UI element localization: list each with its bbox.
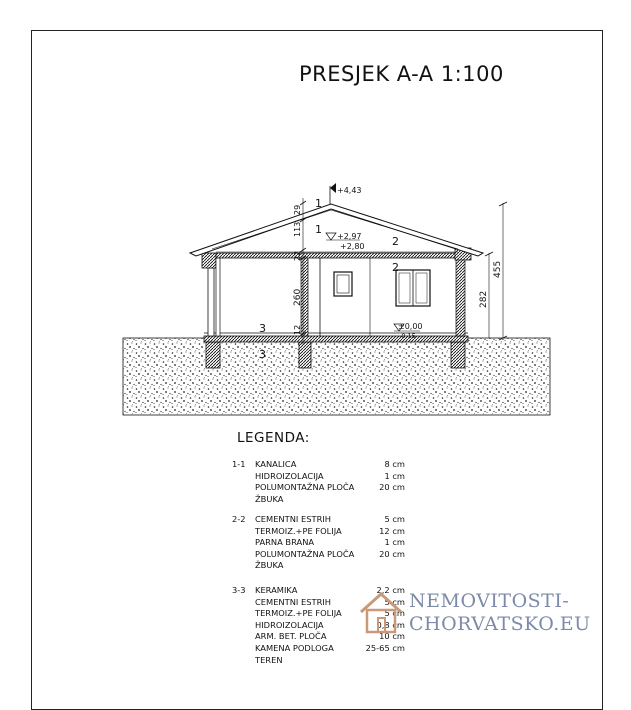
legend-item-name: KERAMIKA — [255, 585, 298, 595]
legend-item-value: 25-65 cm — [365, 642, 405, 653]
dim-slab: 22 — [293, 250, 302, 261]
legend-item-value: 1 cm — [384, 537, 405, 548]
ground-gravel — [123, 338, 550, 415]
left-eave-block — [202, 253, 216, 268]
legend-code: 2-2 — [232, 514, 246, 524]
legend-item-value: 2,2 cm — [376, 585, 405, 595]
watermark — [357, 588, 591, 636]
left-post — [208, 268, 214, 336]
legend-item-name: HIDROIZOLACIJA — [255, 470, 324, 481]
ceiling-slab — [216, 253, 465, 258]
watermark-line-2: CHORVATSKO.EU — [409, 613, 591, 635]
legend-item-value: 12 cm — [379, 525, 405, 536]
foundation-center — [299, 342, 311, 368]
dim-roof-a: 29 — [293, 204, 302, 215]
wall-left — [216, 258, 220, 336]
house-logo-icon — [357, 588, 407, 636]
elev-floor: ±0,00 — [398, 322, 423, 331]
elev-ceiling-top: +2,97 — [337, 232, 362, 241]
legend-item-name: ŽBUKA — [255, 493, 284, 504]
dim-wall-height: 260 — [293, 288, 303, 306]
section-mark-1a: 1 — [315, 197, 322, 210]
legend-item-value: 1 cm — [384, 470, 405, 481]
dim-roof-b: 113 — [293, 221, 302, 237]
dim-floor-thk: 12 — [293, 324, 302, 335]
legend-item-name: POLUMONTAŽNA PLOČA — [255, 482, 355, 493]
legend-item-value: 20 cm — [379, 482, 405, 493]
legend-code: 1-1 — [232, 459, 246, 469]
legend-item-name: CEMENTNI ESTRIH — [255, 596, 332, 607]
dim-eave-height: 282 — [479, 290, 489, 308]
legend-item-name: ARM. BET. PLOČA — [255, 631, 327, 642]
elev-ridge: +4,43 — [337, 186, 362, 195]
floor-slab — [204, 336, 468, 342]
legend-item-value: 5 cm — [384, 608, 405, 619]
foundation-left — [206, 342, 220, 368]
legend-item-value: 10 cm — [379, 631, 405, 642]
legend-item-name: CEMENTNI ESTRIH — [255, 514, 332, 524]
section-mark-3a: 3 — [259, 322, 266, 335]
legend-item-name: ŽBUKA — [255, 560, 284, 571]
elev-floor-below: -0,15 — [399, 332, 416, 340]
dim-total-height: 455 — [493, 260, 503, 278]
legend-item-name: TERMOIZ.+PE FOLIJA — [255, 525, 342, 536]
wall-right — [456, 258, 465, 336]
section-mark-2a: 2 — [392, 235, 399, 248]
legend-title: LEGENDA: — [237, 430, 310, 446]
elev-ceiling: +2,80 — [340, 242, 365, 251]
legend-item-name: TEREN — [255, 654, 283, 665]
legend-item-name: HIDROIZOLACIJA — [255, 619, 324, 630]
legend-item-value: 0,8 cm — [376, 619, 405, 630]
legend-item-name: TERMOIZ.+PE FOLIJA — [255, 608, 342, 619]
legend-item-value: 8 cm — [384, 459, 405, 469]
legend-item-name: KAMENA PODLOGA — [255, 642, 334, 653]
legend-item-name: KANALICA — [255, 459, 297, 469]
watermark-line-1: NEMOVITOSTI- — [409, 590, 570, 612]
legend-item-value: 5 cm — [384, 514, 405, 524]
legend-item-name: PARNA BRANA — [255, 537, 315, 548]
section-mark-2b: 2 — [392, 261, 399, 274]
section-mark-3b: 3 — [259, 348, 266, 361]
section-mark-1b: 1 — [315, 223, 322, 236]
legend-item-value: 20 cm — [379, 548, 405, 559]
foundation-right — [451, 342, 465, 368]
drawing-title: PRESJEK A-A 1:100 — [299, 62, 504, 86]
legend-code: 3-3 — [232, 585, 246, 595]
legend-item-value: 5 cm — [384, 596, 405, 607]
legend-item-name: POLUMONTAŽNA PLOČA — [255, 548, 355, 559]
